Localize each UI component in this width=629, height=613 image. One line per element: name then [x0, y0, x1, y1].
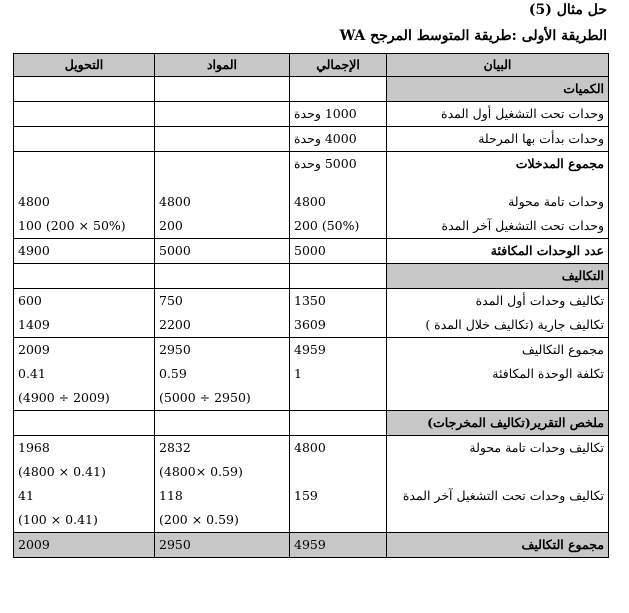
cell-materials: 2832 [155, 436, 290, 461]
cell-total: 1000 وحدة [290, 102, 387, 127]
table-row [14, 214, 609, 239]
cell-materials: 750 [155, 289, 290, 314]
cell-materials-calc: (200 × 0.59) [155, 508, 290, 533]
section-costs: التكاليف [387, 264, 609, 289]
row-label: وحدات تحت التشغيل آخر المدة [387, 214, 609, 239]
header-materials: المواد [155, 54, 290, 77]
cell-conversion: 4900 [14, 239, 155, 264]
cell-total: 5000 وحدة [290, 152, 387, 177]
cell-conversion: 0.41 [14, 362, 155, 386]
table-row [14, 313, 609, 338]
cell-conversion: 2009 [14, 533, 155, 558]
header-total: الإجمالي [290, 54, 387, 77]
cell-materials: 200 [155, 214, 290, 239]
row-label: تكاليف وحدات أول المدة [387, 289, 609, 314]
cell-total: 4959 [290, 338, 387, 363]
cell-materials: 0.59 [155, 362, 290, 386]
row-label: وحدات تامة محولة [387, 190, 609, 214]
table-row [14, 239, 609, 264]
table-row [14, 127, 609, 152]
section-summary: ملخص التقرير(تكاليف المخرجات) [387, 411, 609, 436]
cost-report-table [13, 53, 609, 558]
cell-conversion-calc: (100 × 0.41) [14, 508, 155, 533]
cell-materials: 4800 [155, 190, 290, 214]
cell-total: 4959 [290, 533, 387, 558]
cell-materials: 2950 [155, 533, 290, 558]
row-label: وحدات بدأت بها المرحلة [387, 127, 609, 152]
cell-total: 4800 [290, 190, 387, 214]
cell-materials: 2950 [155, 338, 290, 363]
cell-materials: 5000 [155, 239, 290, 264]
cell-conversion: 1409 [14, 313, 155, 338]
row-label: تكاليف جارية (تكاليف خلال المدة ) [387, 313, 609, 338]
row-label: وحدات تحت التشغيل أول المدة [387, 102, 609, 127]
cell-total: 3609 [290, 313, 387, 338]
cell-total: 4800 [290, 436, 387, 461]
table-row [14, 411, 609, 436]
cell-total: 5000 [290, 239, 387, 264]
row-label: مجموع المدخلات [387, 152, 609, 177]
cell-conversion: 4800 [14, 190, 155, 214]
page-subtitle: الطريقة الأولى :طريقة المتوسط المرجح WA [339, 28, 607, 44]
table-row [14, 508, 609, 533]
table-row [14, 77, 609, 102]
cell-conversion: 100 (200 × 50%) [14, 214, 155, 239]
row-label: عدد الوحدات المكافئة [387, 239, 609, 264]
table-row-total [14, 533, 609, 558]
cell-total: 1 [290, 362, 387, 386]
section-quantities: الكميات [387, 77, 609, 102]
cell-total: 200 (50%) [290, 214, 387, 239]
cell-conversion-calc: (4800 × 0.41) [14, 460, 155, 484]
cell-materials-calc: (4800× 0.59) [155, 460, 290, 484]
cell-conversion: 2009 [14, 338, 155, 363]
table-row [14, 386, 609, 411]
table-header-row [14, 54, 609, 77]
cell-materials: 2200 [155, 313, 290, 338]
table-row [14, 190, 609, 214]
header-desc: البيان [387, 54, 609, 77]
row-label: تكاليف وحدات تحت التشغيل آخر المدة [387, 484, 609, 508]
table-row [14, 362, 609, 386]
table-row [14, 460, 609, 484]
table-row [14, 102, 609, 127]
table-row-spacer [14, 176, 609, 190]
cell-total: 4000 وحدة [290, 127, 387, 152]
cell-total: 1350 [290, 289, 387, 314]
row-label: تكاليف وحدات تامة محولة [387, 436, 609, 461]
table-row [14, 289, 609, 314]
table-row [14, 338, 609, 363]
table-row [14, 484, 609, 508]
cell-conversion: 600 [14, 289, 155, 314]
cell-conversion: 1968 [14, 436, 155, 461]
page-title: حل مثال (5) [528, 2, 607, 18]
cell-conversion: 41 [14, 484, 155, 508]
table-row [14, 264, 609, 289]
table-row [14, 436, 609, 461]
row-label: تكلفة الوحدة المكافئة [387, 362, 609, 386]
cell-materials: 118 [155, 484, 290, 508]
row-label: مجموع التكاليف [387, 533, 609, 558]
cell-conversion-calc: (4900 ÷ 2009) [14, 386, 155, 411]
row-label: مجموع التكاليف [387, 338, 609, 363]
cell-materials-calc: (5000 ÷ 2950) [155, 386, 290, 411]
cell-total: 159 [290, 484, 387, 508]
table-row [14, 152, 609, 177]
header-conversion: التحويل [14, 54, 155, 77]
